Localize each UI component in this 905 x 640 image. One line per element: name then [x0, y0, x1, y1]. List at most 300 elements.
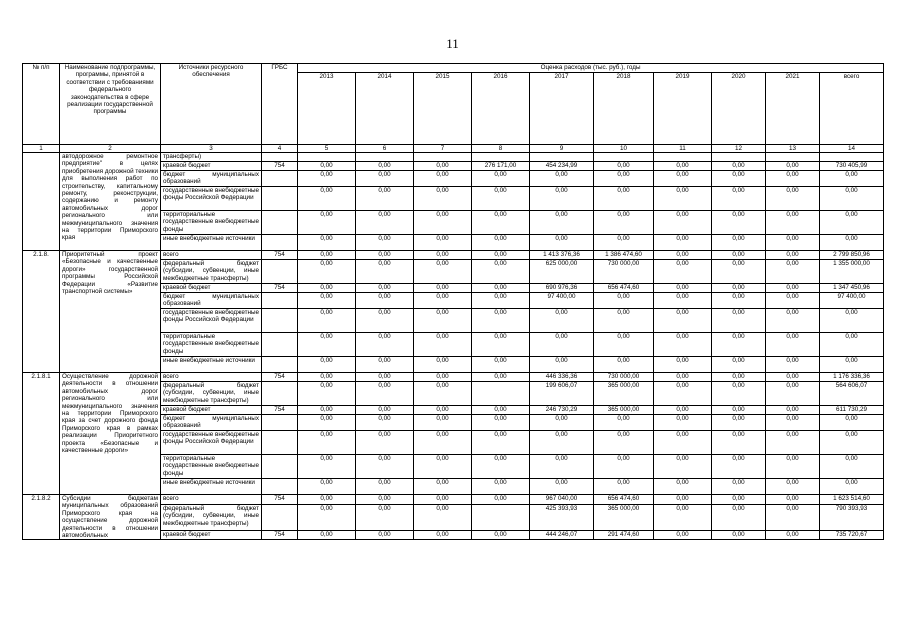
amount-cell: 611 730,29	[820, 406, 884, 415]
amount-cell: 0,00	[414, 530, 472, 540]
header-year: 2021	[766, 73, 820, 145]
grbs-code: 754	[262, 530, 298, 540]
header-year: 2014	[356, 73, 414, 145]
grbs-code: 754	[262, 406, 298, 415]
table-body	[23, 153, 884, 540]
amount-cell: 0,00	[414, 495, 472, 505]
amount-cell: 0,00	[766, 495, 820, 505]
amount-cell: 0,00	[472, 333, 530, 357]
amount-cell: 0,00	[820, 187, 884, 211]
grbs-code	[262, 153, 298, 162]
amount-cell: 0,00	[594, 211, 654, 235]
funding-source: краевой бюджет	[161, 530, 262, 540]
amount-cell: 0,00	[356, 162, 414, 171]
amount-cell: 0,00	[472, 415, 530, 431]
amount-cell: 0,00	[414, 162, 472, 171]
header-year: всего	[820, 73, 884, 145]
amount-cell: 0,00	[530, 479, 594, 495]
amount-cell: 0,00	[530, 211, 594, 235]
amount-cell: 0,00	[766, 211, 820, 235]
amount-cell: 0,00	[594, 235, 654, 251]
grbs-code: 754	[262, 162, 298, 171]
grbs-code: 754	[262, 251, 298, 260]
amount-cell: 246 730,29	[530, 406, 594, 415]
amount-cell: 0,00	[530, 309, 594, 333]
column-number: 8	[472, 145, 530, 153]
amount-cell: 0,00	[414, 357, 472, 373]
amount-cell: 0,00	[712, 357, 766, 373]
amount-cell: 0,00	[356, 284, 414, 293]
funding-source: территориальные государственные внебюджетные фонды	[161, 455, 262, 479]
amount-cell: 0,00	[654, 357, 712, 373]
amount-cell: 0,00	[766, 171, 820, 187]
amount-cell: 0,00	[356, 309, 414, 333]
amount-cell: 0,00	[712, 495, 766, 505]
amount-cell: 730 000,00	[594, 260, 654, 284]
amount-cell: 0,00	[654, 235, 712, 251]
row-code	[23, 153, 60, 251]
column-number: 9	[530, 145, 594, 153]
grbs-code	[262, 333, 298, 357]
amount-cell: 0,00	[414, 251, 472, 260]
program-name: автодорожное ремонтное предприятие" в целях приобретения дорожной техники для выполнения работ по строительству, капитальному ремонту, реконструкции, содержанию и ремонту автомобильных дорог регионального или межмуниципального значения на территории Приморского края	[60, 153, 161, 251]
table-row	[23, 373, 884, 382]
amount-cell: 0,00	[766, 431, 820, 455]
funding-source: бюджет муниципальных образований	[161, 293, 262, 309]
funding-source: государственные внебюджетные фонды Российской Федерации	[161, 431, 262, 455]
amount-cell: 0,00	[820, 309, 884, 333]
grbs-code	[262, 235, 298, 251]
amount-cell: 0,00	[654, 187, 712, 211]
funding-source: территориальные государственные внебюджетные фонды	[161, 333, 262, 357]
amount-cell: 0,00	[414, 373, 472, 382]
amount-cell: 97 400,00	[530, 293, 594, 309]
amount-cell: 0,00	[654, 382, 712, 406]
funding-source: бюджет муниципальных образований	[161, 415, 262, 431]
amount-cell: 0,00	[766, 504, 820, 530]
amount-cell: 199 606,07	[530, 382, 594, 406]
amount-cell: 790 393,93	[820, 504, 884, 530]
amount-cell: 564 606,07	[820, 382, 884, 406]
amount-cell: 0,00	[356, 495, 414, 505]
column-number-row	[23, 145, 884, 153]
amount-cell: 0,00	[654, 455, 712, 479]
amount-cell: 365 000,00	[594, 504, 654, 530]
grbs-code: 754	[262, 284, 298, 293]
amount-cell: 365 000,00	[594, 406, 654, 415]
amount-cell: 0,00	[356, 406, 414, 415]
amount-cell: 0,00	[712, 235, 766, 251]
amount-cell: 0,00	[298, 357, 356, 373]
amount-cell: 0,00	[594, 479, 654, 495]
amount-cell: 0,00	[654, 309, 712, 333]
amount-cell: 0,00	[298, 187, 356, 211]
amount-cell: 0,00	[654, 251, 712, 260]
amount-cell: 0,00	[356, 431, 414, 455]
amount-cell: 0,00	[298, 333, 356, 357]
amount-cell: 0,00	[530, 235, 594, 251]
amount-cell: 0,00	[766, 309, 820, 333]
grbs-code	[262, 455, 298, 479]
funding-source: краевой бюджет	[161, 406, 262, 415]
amount-cell: 0,00	[712, 504, 766, 530]
amount-cell: 0,00	[712, 406, 766, 415]
amount-cell: 0,00	[298, 162, 356, 171]
header-year: 2019	[654, 73, 712, 145]
funding-source: федеральный бюджет (субсидии, субвенции, иные межбюджетные трансферты)	[161, 260, 262, 284]
amount-cell: 0,00	[766, 415, 820, 431]
amount-cell: 730 405,99	[820, 162, 884, 171]
amount-cell: 0,00	[356, 455, 414, 479]
amount-cell: 0,00	[472, 284, 530, 293]
column-number: 3	[161, 145, 262, 153]
amount-cell: 0,00	[414, 415, 472, 431]
amount-cell: 0,00	[712, 333, 766, 357]
amount-cell: 0,00	[766, 479, 820, 495]
amount-cell: 0,00	[356, 187, 414, 211]
amount-cell: 0,00	[530, 187, 594, 211]
grbs-code	[262, 479, 298, 495]
funding-source: государственные внебюджетные фонды Российской Федерации	[161, 187, 262, 211]
column-number: 1	[23, 145, 60, 153]
amount-cell: 0,00	[356, 260, 414, 284]
grbs-code	[262, 382, 298, 406]
amount-cell: 0,00	[414, 284, 472, 293]
amount-cell: 0,00	[472, 211, 530, 235]
amount-cell: 0,00	[766, 333, 820, 357]
funding-source: бюджет муниципальных образований	[161, 171, 262, 187]
amount-cell: 0,00	[654, 504, 712, 530]
amount-cell: 0,00	[712, 415, 766, 431]
program-name: Субсидии бюджетам муниципальных образований Приморского края на осуществление дорожной деятельности в отношении автомобильных	[60, 495, 161, 540]
amount-cell: 0,00	[766, 260, 820, 284]
amount-cell: 0,00	[472, 293, 530, 309]
amount-cell: 1 386 474,60	[594, 251, 654, 260]
amount-cell: 0,00	[654, 162, 712, 171]
amount-cell	[766, 153, 820, 162]
funding-source: трансферты)	[161, 153, 262, 162]
funding-source: всего	[161, 373, 262, 382]
amount-cell: 0,00	[472, 373, 530, 382]
amount-cell: 0,00	[766, 235, 820, 251]
amount-cell: 0,00	[356, 373, 414, 382]
amount-cell: 0,00	[414, 309, 472, 333]
amount-cell: 0,00	[654, 431, 712, 455]
amount-cell: 1 355 000,00	[820, 260, 884, 284]
funding-source: территориальные государственные внебюджетные фонды	[161, 211, 262, 235]
amount-cell: 0,00	[712, 171, 766, 187]
amount-cell: 1 413 376,36	[530, 251, 594, 260]
funding-source: краевой бюджет	[161, 162, 262, 171]
amount-cell: 0,00	[712, 187, 766, 211]
amount-cell: 0,00	[414, 504, 472, 530]
amount-cell: 0,00	[530, 333, 594, 357]
amount-cell: 0,00	[298, 406, 356, 415]
grbs-code	[262, 171, 298, 187]
grbs-code: 754	[262, 373, 298, 382]
amount-cell: 0,00	[356, 211, 414, 235]
amount-cell: 0,00	[414, 333, 472, 357]
column-number: 2	[60, 145, 161, 153]
funding-source: иные внебюджетные источники	[161, 235, 262, 251]
header-no: № п/п	[23, 64, 60, 145]
grbs-code	[262, 211, 298, 235]
amount-cell: 0,00	[766, 187, 820, 211]
amount-cell	[530, 153, 594, 162]
amount-cell: 656 474,60	[594, 284, 654, 293]
amount-cell: 0,00	[414, 406, 472, 415]
header-year: 2016	[472, 73, 530, 145]
page-number: 11	[446, 36, 459, 51]
amount-cell: 0,00	[472, 479, 530, 495]
table-row	[23, 495, 884, 505]
amount-cell: 0,00	[654, 406, 712, 415]
column-number: 11	[654, 145, 712, 153]
amount-cell: 0,00	[654, 260, 712, 284]
amount-cell: 0,00	[356, 504, 414, 530]
amount-cell: 0,00	[594, 333, 654, 357]
amount-cell: 0,00	[530, 357, 594, 373]
row-code: 2.1.8.1	[23, 373, 60, 495]
amount-cell: 0,00	[594, 357, 654, 373]
grbs-code	[262, 504, 298, 530]
column-number: 12	[712, 145, 766, 153]
amount-cell: 0,00	[356, 479, 414, 495]
amount-cell: 0,00	[414, 455, 472, 479]
grbs-code	[262, 309, 298, 333]
grbs-code	[262, 357, 298, 373]
amount-cell: 0,00	[298, 171, 356, 187]
amount-cell: 0,00	[356, 530, 414, 540]
amount-cell: 0,00	[530, 171, 594, 187]
amount-cell: 0,00	[414, 235, 472, 251]
amount-cell: 0,00	[298, 309, 356, 333]
amount-cell: 0,00	[594, 455, 654, 479]
amount-cell: 0,00	[530, 455, 594, 479]
row-code: 2.1.8.2	[23, 495, 60, 540]
amount-cell: 1 347 450,96	[820, 284, 884, 293]
amount-cell: 276 171,00	[472, 162, 530, 171]
grbs-code	[262, 293, 298, 309]
funding-source: всего	[161, 495, 262, 505]
amount-cell: 0,00	[594, 162, 654, 171]
amount-cell: 0,00	[594, 415, 654, 431]
amount-cell: 0,00	[712, 284, 766, 293]
amount-cell: 0,00	[298, 455, 356, 479]
amount-cell: 0,00	[356, 171, 414, 187]
amount-cell: 0,00	[712, 260, 766, 284]
header-year: 2020	[712, 73, 766, 145]
amount-cell: 0,00	[298, 211, 356, 235]
funding-source: федеральный бюджет (субсидии, субвенции, иные межбюджетные трансферты)	[161, 382, 262, 406]
funding-source: всего	[161, 251, 262, 260]
amount-cell: 0,00	[766, 382, 820, 406]
amount-cell: 0,00	[298, 235, 356, 251]
amount-cell: 0,00	[654, 284, 712, 293]
amount-cell: 2 799 850,96	[820, 251, 884, 260]
amount-cell: 291 474,60	[594, 530, 654, 540]
column-number: 10	[594, 145, 654, 153]
amount-cell: 425 393,93	[530, 504, 594, 530]
amount-cell: 0,00	[820, 431, 884, 455]
amount-cell: 967 040,00	[530, 495, 594, 505]
header-year: 2015	[414, 73, 472, 145]
funding-source: иные внебюджетные источники	[161, 479, 262, 495]
amount-cell: 0,00	[472, 235, 530, 251]
amount-cell: 454 234,99	[530, 162, 594, 171]
amount-cell: 0,00	[414, 293, 472, 309]
budget-table	[22, 63, 884, 540]
funding-source: государственные внебюджетные фонды Российской Федерации	[161, 309, 262, 333]
amount-cell: 0,00	[298, 260, 356, 284]
amount-cell: 0,00	[766, 162, 820, 171]
amount-cell: 0,00	[654, 415, 712, 431]
row-code: 2.1.8.	[23, 251, 60, 373]
amount-cell: 0,00	[472, 455, 530, 479]
header-estimate: Оценка расходов (тыс. руб.), годы	[298, 64, 884, 73]
column-number: 5	[298, 145, 356, 153]
amount-cell: 0,00	[472, 309, 530, 333]
amount-cell: 0,00	[472, 251, 530, 260]
amount-cell: 0,00	[472, 495, 530, 505]
amount-cell: 0,00	[298, 373, 356, 382]
amount-cell: 0,00	[472, 406, 530, 415]
amount-cell: 0,00	[766, 455, 820, 479]
amount-cell: 0,00	[594, 309, 654, 333]
amount-cell: 0,00	[472, 431, 530, 455]
amount-cell: 0,00	[820, 211, 884, 235]
header-grbs: ГРБС	[262, 64, 298, 145]
amount-cell: 0,00	[472, 171, 530, 187]
amount-cell: 0,00	[654, 479, 712, 495]
amount-cell: 1 623 514,60	[820, 495, 884, 505]
grbs-code	[262, 415, 298, 431]
amount-cell: 365 000,00	[594, 382, 654, 406]
amount-cell: 0,00	[356, 357, 414, 373]
amount-cell: 0,00	[766, 357, 820, 373]
amount-cell: 0,00	[712, 373, 766, 382]
amount-cell: 0,00	[298, 530, 356, 540]
amount-cell	[820, 153, 884, 162]
amount-cell	[356, 153, 414, 162]
amount-cell: 0,00	[766, 530, 820, 540]
amount-cell: 0,00	[654, 333, 712, 357]
amount-cell: 0,00	[712, 455, 766, 479]
amount-cell: 97 400,00	[820, 293, 884, 309]
amount-cell: 0,00	[414, 479, 472, 495]
amount-cell: 0,00	[472, 357, 530, 373]
amount-cell: 0,00	[712, 251, 766, 260]
amount-cell: 0,00	[712, 431, 766, 455]
amount-cell: 0,00	[298, 495, 356, 505]
amount-cell: 0,00	[356, 382, 414, 406]
grbs-code: 754	[262, 495, 298, 505]
funding-source: иные внебюджетные источники	[161, 357, 262, 373]
amount-cell: 0,00	[298, 251, 356, 260]
amount-cell: 0,00	[712, 479, 766, 495]
amount-cell: 0,00	[820, 333, 884, 357]
column-number: 13	[766, 145, 820, 153]
amount-cell: 0,00	[654, 495, 712, 505]
amount-cell: 0,00	[712, 293, 766, 309]
amount-cell: 690 976,36	[530, 284, 594, 293]
amount-cell: 0,00	[766, 406, 820, 415]
amount-cell: 0,00	[472, 260, 530, 284]
column-number: 7	[414, 145, 472, 153]
amount-cell: 0,00	[298, 284, 356, 293]
amount-cell: 0,00	[766, 284, 820, 293]
amount-cell: 0,00	[712, 211, 766, 235]
amount-cell	[712, 153, 766, 162]
grbs-code	[262, 431, 298, 455]
amount-cell: 0,00	[654, 530, 712, 540]
amount-cell: 0,00	[414, 187, 472, 211]
amount-cell	[472, 153, 530, 162]
amount-cell: 0,00	[414, 431, 472, 455]
amount-cell: 0,00	[654, 293, 712, 309]
amount-cell: 0,00	[414, 171, 472, 187]
funding-source: федеральный бюджет (субсидии, субвенции, иные межбюджетные трансферты)	[161, 504, 262, 530]
table-row	[23, 251, 884, 260]
amount-cell: 735 720,67	[820, 530, 884, 540]
amount-cell: 0,00	[356, 415, 414, 431]
amount-cell: 730 000,00	[594, 373, 654, 382]
amount-cell: 0,00	[298, 415, 356, 431]
amount-cell: 0,00	[820, 479, 884, 495]
header-year: 2018	[594, 73, 654, 145]
amount-cell: 0,00	[356, 293, 414, 309]
amount-cell: 0,00	[820, 171, 884, 187]
column-number: 6	[356, 145, 414, 153]
amount-cell: 0,00	[594, 171, 654, 187]
amount-cell: 656 474,60	[594, 495, 654, 505]
column-number: 4	[262, 145, 298, 153]
table-row	[23, 153, 884, 162]
amount-cell: 0,00	[356, 251, 414, 260]
amount-cell: 0,00	[766, 293, 820, 309]
amount-cell	[654, 153, 712, 162]
header-year: 2013	[298, 73, 356, 145]
amount-cell: 0,00	[594, 431, 654, 455]
amount-cell: 0,00	[654, 211, 712, 235]
amount-cell: 0,00	[414, 260, 472, 284]
amount-cell: 0,00	[712, 382, 766, 406]
amount-cell: 0,00	[820, 235, 884, 251]
amount-cell: 0,00	[298, 382, 356, 406]
program-name: Осуществление дорожной деятельности в отношении автомобильных дорог регионального или межмуниципального значения на территории Приморского края за счет дорожного фонда Приморского края в рамках реализации Приоритетного проекта «Безопасные и качественные дороги»	[60, 373, 161, 495]
amount-cell: 0,00	[820, 455, 884, 479]
amount-cell: 0,00	[594, 187, 654, 211]
header-source: Источники ресурсного обеспечения	[161, 64, 262, 145]
amount-cell: 0,00	[712, 530, 766, 540]
amount-cell	[472, 504, 530, 530]
amount-cell: 0,00	[766, 373, 820, 382]
amount-cell: 625 000,00	[530, 260, 594, 284]
amount-cell: 0,00	[654, 373, 712, 382]
amount-cell: 0,00	[414, 211, 472, 235]
amount-cell: 446 336,36	[530, 373, 594, 382]
grbs-code	[262, 187, 298, 211]
amount-cell: 0,00	[298, 293, 356, 309]
amount-cell: 0,00	[820, 357, 884, 373]
grbs-code	[262, 260, 298, 284]
header-year: 2017	[530, 73, 594, 145]
amount-cell: 0,00	[356, 235, 414, 251]
amount-cell: 0,00	[298, 431, 356, 455]
amount-cell	[414, 153, 472, 162]
amount-cell	[298, 153, 356, 162]
amount-cell: 0,00	[712, 309, 766, 333]
